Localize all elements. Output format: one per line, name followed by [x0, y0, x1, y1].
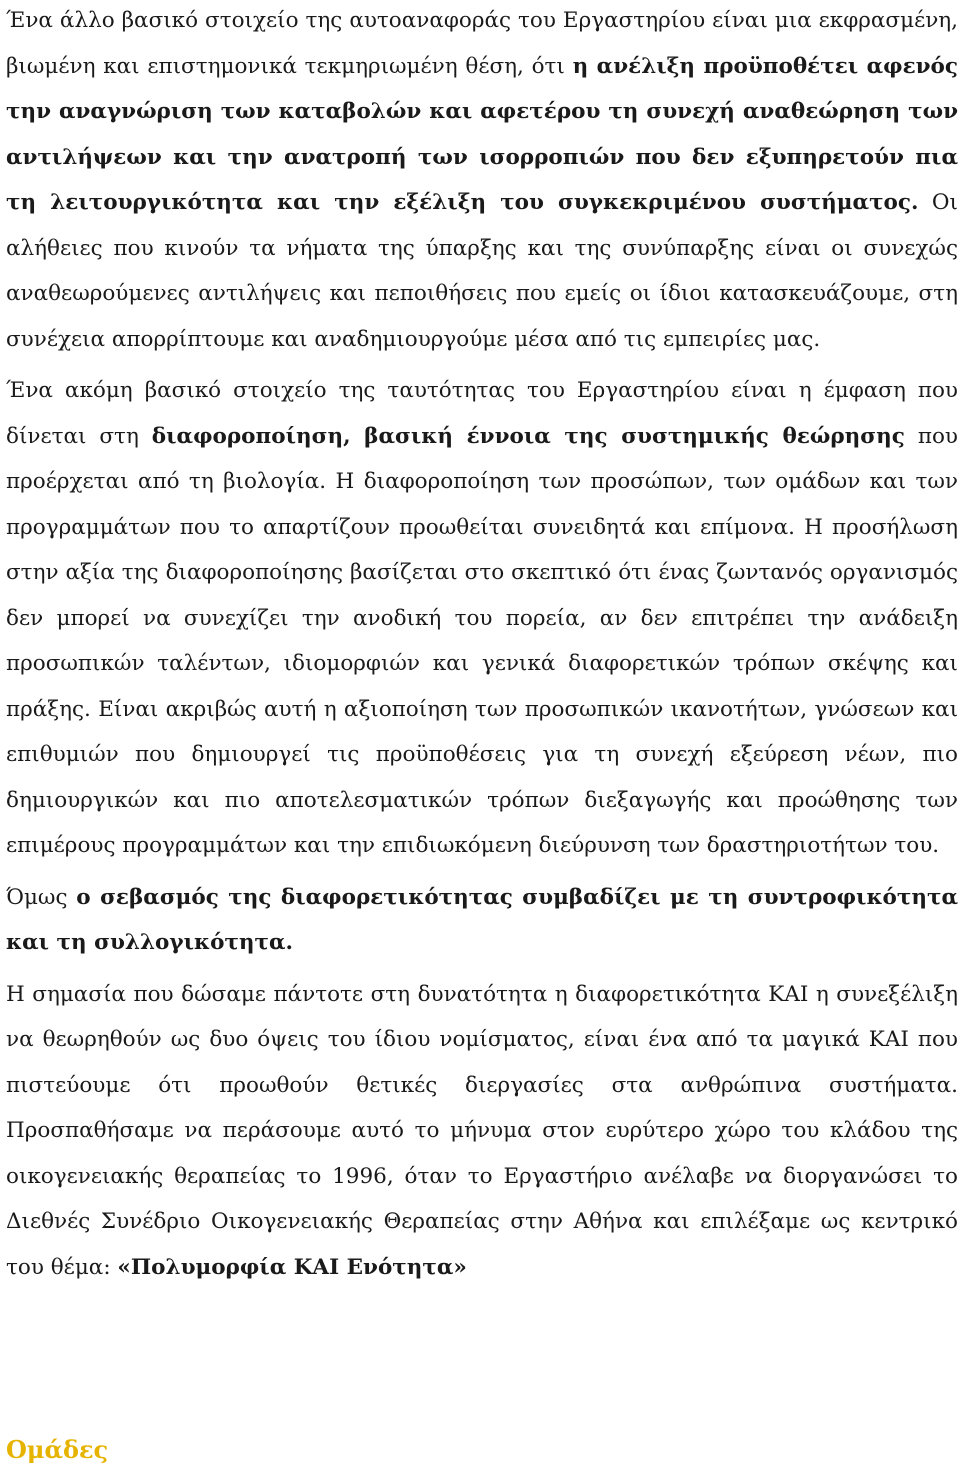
paragraph-text: που προέρχεται από τη βιολογία. Η διαφοροποίηση των προσώπων, των ομάδων και των προγραμμάτων που το απαρτίζουν προωθείται συνειδητά και επίμονα. Η προσήλωση στην αξία της διαφοροποίησης βασίζεται στο σκεπτικό ότι ένας ζωντανός οργανισμός δεν μπορεί να συνεχίζει την ανοδική του πορεία, αν δεν επιτρέπει την ανάδειξη προσωπικών ταλέντων, ιδιομορφιών και γενικά διαφορετικών τρόπων σκέψης και πράξης. Είναι ακριβώς αυτή η αξιοποίηση των προσωπικών ικανοτήτων, γνώσεων και επιθυμιών που δημιουργεί τις προϋποθέσεις για τη συνεχή εξεύρεση νέων, πιο δημιουργικών και πιο αποτελεσματικών τρόπων διεξαγωγής και προώθησης των επιμέρους προγραμμάτων και την επιδιωκόμενη διεύρυνση των δραστηριοτήτων του. [6, 423, 958, 858]
paragraph-text: Οι αλήθειες που κινούν τα νήματα της ύπαρξης και της συνύπαρξης είναι οι συνεχώς αναθεωρούμενες αντιλήψεις και πεποιθήσεις που εμείς οι ίδιοι κατασκευάζουμε, στη συνέχεια απορρίπτουμε και αναδημιουργούμε μέσα από τις εμπειρίες μας. [6, 190, 958, 352]
paragraph-self-reference [6, 0, 958, 362]
paragraph-text: Ένα άλλο βασικό στοιχείο της αυτοαναφοράς του Εργαστηρίου είναι μια εκφρασμένη, βιωμένη και επιστημονικά τεκμηριωμένη θέση, ότι [6, 8, 958, 79]
paragraph-text: Ένα ακόμη βασικό στοιχείο της ταυτότητας του Εργαστηρίου είναι η έμφαση που δίνεται στη [6, 378, 958, 449]
paragraph-differentiation [6, 368, 958, 869]
paragraph-bold-text: η ανέλιξη προϋποθέτει αφενός την αναγνώριση των καταβολών και αφετέρου τη συνεχή αναθεώρηση των αντιλήψεων και την ανατροπή των ισορροπιών που δεν εξυπηρετούν πια τη λειτουργικότητα και την εξέλιξη του συγκεκριμένου συστήματος. [6, 53, 958, 215]
paragraph-respect-diversity [6, 875, 958, 966]
section-heading: Ομάδες [6, 1435, 109, 1464]
paragraph-bold-text: διαφοροποίηση, βασική έννοια της συστημικής θεώρησης [151, 423, 905, 449]
paragraph-text: Η σημασία που δώσαμε πάντοτε στη δυνατότητα η διαφορετικότητα ΚΑΙ η συνεξέλιξη να θεωρηθούν ως δυο όψεις του ίδιου νομίσματος, είναι ένα από τα μαγικά ΚΑΙ που πιστεύουμε ότι προωθούν θετικές διεργασίες στα ανθρώπινα συστήματα. Προσπαθήσαμε να περάσουμε αυτό το μήνυμα στον ευρύτερο χώρο του κλάδου της οικογενειακής θεραπείας το 1996, όταν το Εργαστήριο ανέλαβε να διοργανώσει το Διεθνές Συνέδριο Οικογενειακής Θεραπείας στην Αθήνα και επιλέξαμε ως κεντρικό του θέμα: [6, 981, 958, 1280]
paragraph-text: Όμως [6, 884, 77, 910]
paragraph-bold-text: «Πολυμορφία ΚΑΙ Ενότητα» [117, 1254, 467, 1280]
paragraph-congress [6, 972, 958, 1291]
document-page [6, 0, 959, 1464]
paragraph-bold-text: ο σεβασμός της διαφορετικότητας συμβαδίζει με τη συντροφικότητα και τη συλλογικότητα. [6, 884, 959, 955]
